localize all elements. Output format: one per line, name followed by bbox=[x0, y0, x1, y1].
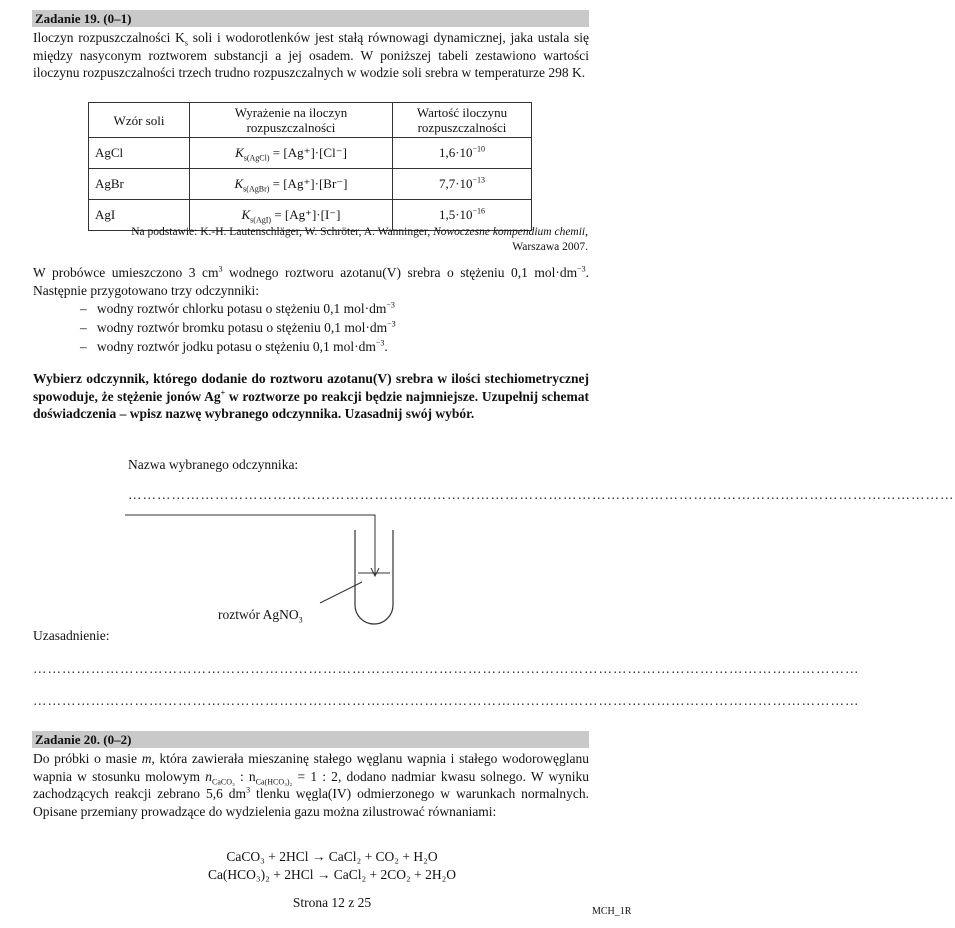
agno3-solution-label: roztwór AgNO$_3$ bbox=[218, 607, 303, 625]
justification-answer-line[interactable]: ……………………………………………………………………………………………………………………………………………………… bbox=[33, 693, 860, 708]
ksp-expression: $K_{s(AgI)} = [Ag^+]\cdot[I^-]$ bbox=[190, 200, 393, 231]
table-header: Wyrażenie na iloczyn rozpuszczalności bbox=[190, 103, 393, 138]
task-19-paragraph-2: W probówce umieszczono 3 $cm^3$ wodnego roztworu azotanu(V) srebra o stężeniu 0,1 $mol\cdot dm^{-3}$. Następnie przygotowano trzy odczynniki: bbox=[33, 264, 589, 298]
test-tube-icon bbox=[355, 530, 393, 624]
table-header: Wzór soli bbox=[89, 103, 190, 138]
page-number: Strona 12 z 25 bbox=[292, 895, 372, 910]
reagent-list-item: – wodny roztwór bromku potasu o stężeniu 0,1 $mol\cdot dm^{-3}$ bbox=[80, 319, 396, 335]
task-19-header: Zadanie 19. (0–1) bbox=[32, 10, 589, 27]
justification-answer-line[interactable]: ……………………………………………………………………………………………………………………………………………………… bbox=[33, 661, 860, 676]
solubility-table bbox=[88, 102, 532, 231]
label-pointer-line bbox=[320, 582, 362, 603]
exam-code: MCH_1R bbox=[592, 906, 632, 917]
table-row bbox=[89, 138, 532, 169]
source-citation: Na podstawie: K.-H. Lautenschläger, W. Schröter, A. Wanninger, Nowoczesne kompendium chemii, Warszawa 2007. bbox=[131, 226, 588, 253]
task-20-header: Zadanie 20. (0–2) bbox=[32, 731, 589, 748]
reaction-equation: Ca(HCO₃)₂ + 2HCl → CaCl₂ + 2CO₂ + 2H₂O bbox=[207, 867, 457, 882]
ksp-value: $7,7\cdot 10^{-13}$ bbox=[393, 169, 532, 200]
salt-formula: AgI bbox=[89, 200, 190, 231]
reagent-name-label: Nazwa wybranego odczynnika: bbox=[128, 457, 299, 472]
justification-label: Uzasadnienie: bbox=[33, 628, 110, 643]
ksp-value: $1,6\cdot 10^{-10}$ bbox=[393, 138, 532, 169]
reagent-list-item: – wodny roztwór chlorku potasu o stężeniu 0,1 $mol\cdot dm^{-3}$ bbox=[80, 300, 395, 316]
table-header-row bbox=[89, 103, 532, 138]
reaction-equation: CaCO₃ + 2HCl → CaCl₂ + CO₂ + H₂O bbox=[226, 849, 438, 864]
salt-formula: AgBr bbox=[89, 169, 190, 200]
table-row bbox=[89, 169, 532, 200]
ksp-value: $1,5\cdot 10^{-16}$ bbox=[393, 200, 532, 231]
ksp-expression: $K_{s(AgBr)} = [Ag^+]\cdot[Br^-]$ bbox=[190, 169, 393, 200]
task-19-intro: Iloczyn rozpuszczalności $K_s$ soli i wodorotlenków jest stałą równowagi dynamicznej, jaka ustala się między nasyconym roztworem substancji a jej osadem. W poniższej tabeli zestawiono wartości iloczynu rozpuszczalności trzech trudno rozpuszczalnych w wodzie soli srebra w temperaturze 298 K. bbox=[33, 30, 589, 80]
table-header: Wartość iloczynu rozpuszczalności bbox=[393, 103, 532, 138]
dropper-tube bbox=[125, 515, 375, 575]
task-19-instruction: Wybierz odczynnik, którego dodanie do roztworu azotanu(V) srebra w ilości stechiometrycznej spowoduje, że stężenie jonów Ag+ w roztworze po reakcji będzie najmniejsze. Uzupełnij schemat doświadczenia – wpisz nazwę wybranego odczynnika. Uzasadnij swój wybór. bbox=[33, 371, 590, 421]
reagent-list-item: – wodny roztwór jodku potasu o stężeniu 0,1 $mol\cdot dm^{-3}$. bbox=[80, 338, 388, 354]
ksp-expression: $K_{s(AgCl)} = [Ag^+]\cdot[Cl^-]$ bbox=[190, 138, 393, 169]
reagent-name-answer-line[interactable]: ……………………………………………………………………………………………………………………………………………………… bbox=[128, 487, 955, 502]
salt-formula: AgCl bbox=[89, 138, 190, 169]
task-20-text: Do próbki o masie m, która zawierała mieszaninę stałego węglanu wapnia i stałego wodorowęglanu wapnia w stosunku molowym $n_{CaCO_3}$ : $n_{Ca(HCO_3)_2} = 1$ : 2, dodano nadmiar kwasu solnego. W wyniku zachodzących reakcji zebrano 5,6 $dm^3$ tlenku węgla(IV) odmierzonego w warunkach normalnych. Opisane przemiany prowadzące do wydzielenia gazu można zilustrować równaniami: bbox=[33, 751, 590, 819]
